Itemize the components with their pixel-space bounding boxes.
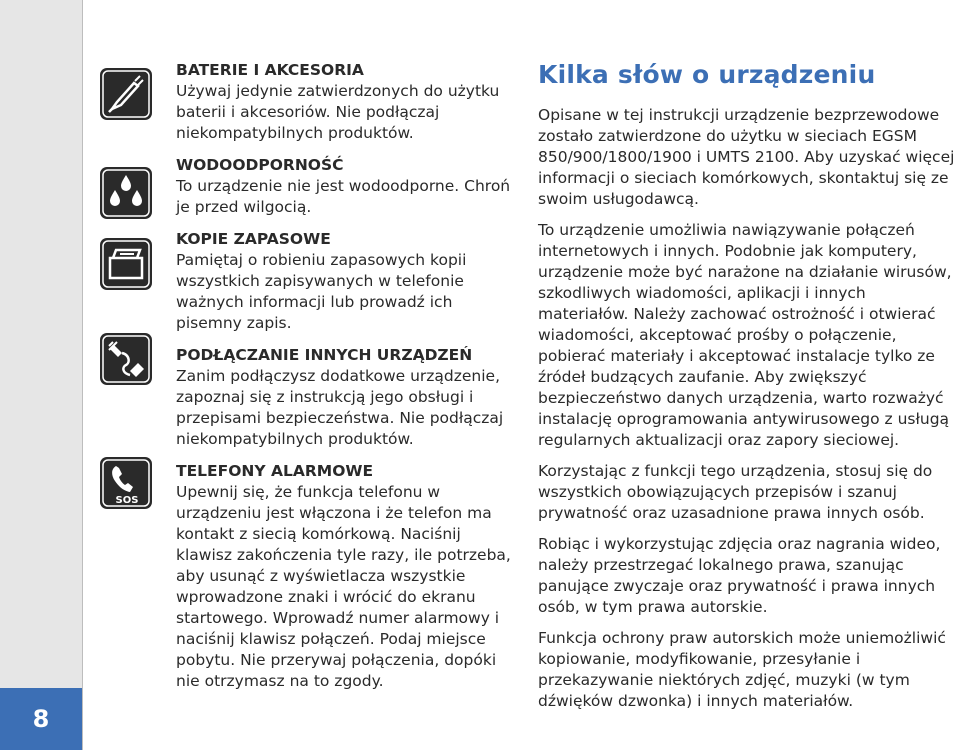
safety-sections — [176, 60, 516, 703]
sos-label: SOS — [115, 495, 139, 506]
water-drops-icon — [100, 167, 152, 219]
sos-phone-icon — [100, 457, 152, 509]
section-body: Używaj jedynie zatwierdzonych do użytku baterii i akcesoriów. Nie podłączaj niekompatybilnych produktów. — [176, 82, 500, 142]
paragraph: Funkcja ochrony praw autorskich może uniemożliwić kopiowanie, modyfikowanie, przesyłanie i przekazywanie niektórych zdjęć, muzyki (w tym dźwięków dzwonka) i innych materiałów. — [538, 629, 946, 710]
section-title: WODOODPORNOŚĆ — [176, 156, 344, 174]
paragraph: Robiąc i wykorzystując zdjęcia oraz nagrania wideo, należy przestrzegać lokalnego prawa, szanując panujące zwyczaje oraz prywatność i prawa innych osób, w tym prawa autorskie. — [538, 535, 941, 616]
section-title: TELEFONY ALARMOWE — [176, 462, 374, 480]
section-emergency — [176, 461, 516, 692]
folder-backup-icon — [100, 238, 152, 290]
section-backup — [176, 229, 516, 334]
plug-connect-icon — [100, 333, 152, 385]
section-title: PODŁĄCZANIE INNYCH URZĄDZEŃ — [176, 346, 473, 364]
section-body: To urządzenie nie jest wodoodporne. Chroń je przed wilgocią. — [176, 177, 511, 216]
page-title: Kilka słów o urządzeniu — [538, 60, 876, 89]
section-body: Pamiętaj o robieniu zapasowych kopii wszystkich zapisywanych w telefonie ważnych informacji lub prowadź ich pisemny zapis. — [176, 251, 467, 332]
section-title: BATERIE I AKCESORIA — [176, 61, 364, 79]
about-device — [538, 58, 958, 722]
page-sidebar — [0, 0, 82, 750]
paragraph: Korzystając z funkcji tego urządzenia, stosuj się do wszystkich obowiązujących przepisów i szanuj prywatność oraz uzasadnione prawa innych osób. — [538, 462, 933, 522]
section-title: KOPIE ZAPASOWE — [176, 230, 331, 248]
section-body: Zanim podłączysz dodatkowe urządzenie, zapoznaj się z instrukcją jego obsługi i przepisami bezpieczeństwa. Nie podłączaj niekompatybilnych produktów. — [176, 367, 504, 448]
section-water — [176, 155, 516, 218]
section-battery — [176, 60, 516, 144]
section-body: Upewnij się, że funkcja telefonu w urządzeniu jest włączona i że telefon ma kontakt z siecią komórkową. Naciśnij klawisz zakończenia tyle razy, ile potrzeba, aby usunąć z wyświetlacza wszystkie wprowadzone znaki i wrócić do ekranu startowego. Wprowadź numer alarmowy i naciśnij klawisz połączeń. Podaj miejsce pobytu. Nie przerywaj połączenia, dopóki nie otrzymasz na to zgody. — [176, 483, 511, 690]
section-connecting — [176, 345, 516, 450]
paragraph: Opisane w tej instrukcji urządzenie bezprzewodowe zostało zatwierdzone do użytku w sieciach EGSM 850/900/1800/1900 i UMTS 2100. Aby uzyskać więcej informacji o sieciach komórkowych, skontaktuj się ze swoim usługodawcą. — [538, 106, 955, 208]
page-number: 8 — [0, 688, 82, 750]
battery-accessories-icon — [100, 68, 152, 120]
paragraph: To urządzenie umożliwia nawiązywanie połączeń internetowych i innych. Podobnie jak komputery, urządzenie może być narażone na działanie wirusów, szkodliwych wiadomości, aplikacji i innych materiałów. Należy zachować ostrożność i otwierać wiadomości, akceptować prośby o połączenie, pobierać materiały i akceptować instalacje tylko ze źródeł budzących zaufanie. Aby zwiększyć bezpieczeństwo danych urządzenia, warto rozważyć instalację oprogramowania antywirusowego z usługą regularnych aktualizacji oraz zapory sieciowej. — [538, 221, 952, 449]
sidebar-divider — [82, 0, 83, 750]
